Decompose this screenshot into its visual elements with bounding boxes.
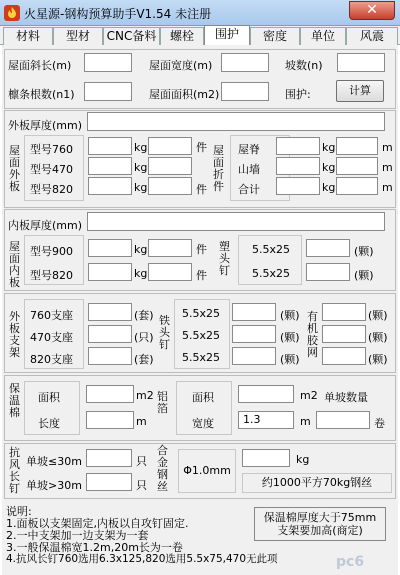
insulation-area-input[interactable] <box>86 385 134 403</box>
single-slope-short-label: 单坡≤30m <box>26 455 82 468</box>
watermark-text: pc6 <box>336 554 365 570</box>
tab-bar <box>0 26 400 45</box>
wind-nail-side-label: 抗风长钉 <box>9 446 20 495</box>
outer-470-pcs-input[interactable] <box>148 157 192 175</box>
tab-profiles[interactable]: 型材 <box>53 27 103 45</box>
pc6-watermark-icon <box>334 552 394 570</box>
single-slope-long-label: 单坡>30m <box>26 479 82 492</box>
tab-bolts[interactable]: 螺栓 <box>160 27 204 45</box>
outer-820-pcs-input[interactable] <box>148 177 192 195</box>
fold-m-unit: m <box>382 161 393 174</box>
foil-area-input[interactable] <box>238 385 294 403</box>
fold-m-unit: m <box>382 141 393 154</box>
iron-screw-unit: (颗) <box>280 331 300 344</box>
roof-area-input[interactable] <box>221 82 269 101</box>
outer-thickness-label: 外板厚度(mm) <box>8 119 83 132</box>
tab-cnc[interactable]: CNC备料 <box>103 27 160 45</box>
fold-kg-unit: kg <box>322 181 336 194</box>
ridge-label: 屋脊 <box>238 143 260 156</box>
model-760-label: 型号760 <box>30 143 73 156</box>
purlin-count-input[interactable] <box>84 82 132 101</box>
support-760-input[interactable] <box>88 303 132 321</box>
enclosure-panel <box>2 45 398 575</box>
model-820-inner-label: 型号820 <box>30 269 73 282</box>
mesh-2-input[interactable] <box>322 325 366 343</box>
mesh-1-input[interactable] <box>322 303 366 321</box>
outer-pcs-unit: 件 <box>196 183 207 196</box>
note-line-3: 3.一般保温棉宽1.2m,20m长为一卷 <box>6 541 183 554</box>
note-line-2: 2.一中支架加一边支架为一套 <box>6 529 149 542</box>
notes-title: 说明: <box>6 505 32 518</box>
outer-kg-unit: kg <box>134 161 148 174</box>
support-470-input[interactable] <box>88 325 132 343</box>
roof-width-label: 屋面宽度(m) <box>149 59 213 72</box>
iron-screw-spec: 5.5x25 <box>182 329 221 342</box>
support-set-unit: (套) <box>134 353 154 366</box>
support-470-label: 470支座 <box>30 331 73 344</box>
support-760-label: 760支座 <box>30 309 73 322</box>
support-side-label: 外板支架 <box>9 310 20 359</box>
insulation-area-unit: m2 <box>136 389 154 402</box>
outer-pcs-unit: 件 <box>196 141 207 154</box>
slope-quantity-label: 单坡数量 <box>324 391 368 404</box>
fire-app-icon <box>3 4 21 22</box>
insulation-tip-box <box>254 507 386 541</box>
support-820-label: 820支座 <box>30 353 73 366</box>
screw-900-count-input[interactable] <box>306 239 350 257</box>
insulation-area-label: 面积 <box>38 391 60 404</box>
inner-kg-unit: kg <box>134 243 148 256</box>
slope-count-label: 坡数(n) <box>285 59 323 72</box>
mesh-unit: (颗) <box>368 331 388 344</box>
inner-900-pcs-input[interactable] <box>148 239 192 257</box>
ridge-m-input[interactable] <box>336 137 378 155</box>
wind-nail-short-input[interactable] <box>86 449 132 467</box>
inner-thickness-input[interactable] <box>87 212 385 231</box>
inner-side-label: 屋面内板 <box>9 240 20 289</box>
mesh-unit: (颗) <box>368 353 388 366</box>
close-button[interactable]: ✕ <box>349 1 395 20</box>
screw-unit: (颗) <box>354 269 374 282</box>
ridge-kg-input[interactable] <box>276 137 320 155</box>
tab-enclosure[interactable]: 围护 <box>204 25 250 46</box>
foil-area-unit: m2 <box>300 389 318 402</box>
window-title: 火星源-钢构预算助手V1.54 未注册 <box>24 7 212 21</box>
wind-nail-long-input[interactable] <box>86 473 132 491</box>
inner-kg-unit: kg <box>134 267 148 280</box>
foil-width-input[interactable]: 1.3 <box>238 411 294 429</box>
outer-470-kg-input[interactable] <box>88 157 132 175</box>
insulation-length-input[interactable] <box>86 411 134 429</box>
gable-label: 山墙 <box>238 163 260 176</box>
outer-760-pcs-input[interactable] <box>148 137 192 155</box>
model-900-label: 型号900 <box>30 245 73 258</box>
calculate-button[interactable]: 计算 <box>336 80 384 102</box>
fold-kg-unit: kg <box>322 161 336 174</box>
plastic-screw-label: 塑头钉 <box>219 240 230 277</box>
outer-kg-unit: kg <box>134 181 148 194</box>
total-kg-input[interactable] <box>276 177 320 195</box>
tab-units[interactable]: 单位 <box>300 27 346 45</box>
model-470-label: 型号470 <box>30 163 73 176</box>
roof-area-label: 屋面面积(m2) <box>149 88 220 101</box>
screw-unit: (颗) <box>354 245 374 258</box>
tab-materials[interactable]: 材料 <box>3 27 53 45</box>
inner-820-pcs-input[interactable] <box>148 263 192 281</box>
fold-side-label: 屋面折件 <box>213 144 224 193</box>
fold-m-unit: m <box>382 181 393 194</box>
roof-width-input[interactable] <box>221 53 269 72</box>
wind-nail-unit: 只 <box>136 479 147 492</box>
gable-kg-input[interactable] <box>276 157 320 175</box>
note-line-4: 4.抗风长钉760选用6.3x125,820选用5.5x75,470无此项 <box>6 553 278 565</box>
wire-estimate-note: 约1000平方70kg钢丝 <box>242 473 392 493</box>
insulation-side-label: 保温棉 <box>9 382 20 419</box>
note-line-1: 1.面板以支架固定,内板以自攻钉固定. <box>6 517 189 530</box>
mesh-unit: (颗) <box>368 309 388 322</box>
support-piece-unit: (只) <box>134 331 154 344</box>
total-label: 合计 <box>238 183 260 196</box>
roll-unit: 卷 <box>374 417 385 430</box>
screw-spec-label: 5.5x25 <box>252 267 291 280</box>
inner-pcs-unit: 件 <box>196 243 207 256</box>
roll-count-input[interactable] <box>316 411 370 429</box>
inner-thickness-label: 内板厚度(mm) <box>8 219 83 232</box>
support-820-input[interactable] <box>88 347 132 365</box>
iron-screw-820-input[interactable] <box>232 347 276 365</box>
support-set-unit: (套) <box>134 309 154 322</box>
outer-kg-unit: kg <box>134 141 148 154</box>
iron-screw-760-input[interactable] <box>232 303 276 321</box>
organic-glue-mesh-label: 有机胶网 <box>307 310 318 359</box>
title-bar <box>0 0 400 26</box>
outer-760-kg-input[interactable] <box>88 137 132 155</box>
model-820-label: 型号820 <box>30 183 73 196</box>
alloy-wire-label: 合金钢丝 <box>157 444 168 493</box>
iron-screw-label: 铁头钉 <box>159 314 170 351</box>
slope-count-input[interactable] <box>337 53 385 72</box>
wire-spec-box: Φ1.0mm <box>178 449 236 493</box>
wire-kg-unit: kg <box>296 453 310 466</box>
insulation-tip-line-1: 保温棉厚度大于75mm <box>263 511 377 524</box>
insulation-length-unit: m <box>136 415 147 428</box>
mesh-3-input[interactable] <box>322 347 366 365</box>
inner-pcs-unit: 件 <box>196 269 207 282</box>
foil-label: 铝箔 <box>157 390 168 415</box>
roof-slope-length-input[interactable] <box>84 53 132 72</box>
fold-kg-unit: kg <box>322 141 336 154</box>
screw-spec-label: 5.5x25 <box>252 243 291 256</box>
iron-screw-unit: (颗) <box>280 353 300 366</box>
inner-900-kg-input[interactable] <box>88 239 132 257</box>
iron-screw-unit: (颗) <box>280 309 300 322</box>
purlin-count-label: 檩条根数(n1) <box>8 88 75 101</box>
enclosure-label: 围护: <box>285 88 311 101</box>
outer-side-label: 屋面外板 <box>9 144 20 193</box>
gable-m-input[interactable] <box>336 157 378 175</box>
iron-screw-spec: 5.5x25 <box>182 351 221 364</box>
roof-slope-length-label: 屋面斜长(m) <box>8 59 72 72</box>
wind-nail-unit: 只 <box>136 455 147 468</box>
foil-area-label: 面积 <box>192 391 214 404</box>
outer-820-kg-input[interactable] <box>88 177 132 195</box>
total-m-input[interactable] <box>336 177 378 195</box>
wire-kg-input[interactable] <box>242 449 290 467</box>
insulation-length-label: 长度 <box>38 417 60 430</box>
tab-wind[interactable]: 风震 <box>346 27 398 45</box>
tab-density[interactable]: 密度 <box>250 27 300 45</box>
outer-thickness-input[interactable] <box>87 112 385 131</box>
foil-width-unit: m <box>300 415 311 428</box>
iron-screw-spec: 5.5x25 <box>182 307 221 320</box>
foil-width-label: 宽度 <box>192 417 214 430</box>
insulation-tip-line-2: 支架要加高(商定) <box>277 524 363 537</box>
iron-screw-470-input[interactable] <box>232 325 276 343</box>
inner-820-kg-input[interactable] <box>88 263 132 281</box>
screw-820-count-input[interactable] <box>306 263 350 281</box>
